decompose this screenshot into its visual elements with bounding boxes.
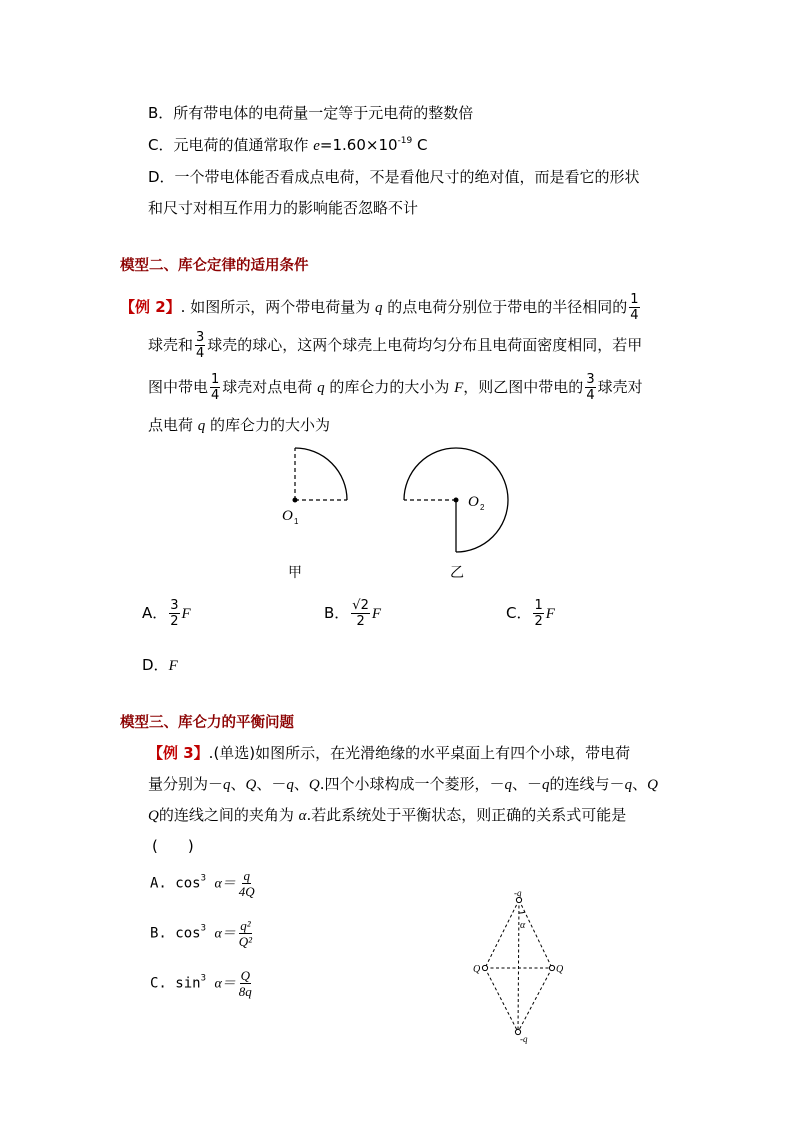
ball-top: [516, 897, 521, 902]
example3-line1: 【例 3】.(单选)如图所示，在光滑绝缘的水平桌面上有四个小球，带电荷: [148, 744, 631, 762]
example2-line4: 点电荷 q 的库仑力的大小为: [148, 416, 331, 434]
label-o2-sub: 2: [480, 503, 485, 512]
label-bottom-charge: -q: [520, 1034, 528, 1044]
ball-left: [482, 965, 487, 970]
ball-right: [549, 965, 554, 970]
q1-option-c: C．元电荷的值通常取作 $e=1.60\times 10^{-19}$ C: [148, 136, 428, 154]
shells-figure: [270, 440, 530, 590]
rhombus-lines: [485, 900, 552, 1032]
label-o2: O: [468, 494, 479, 510]
label-top-charge: -q: [514, 888, 522, 898]
example2-line3: 图中带电 $\frac{1}{4}$ 球壳对点电荷 q 的库仑力的大小为 F，则乙图中带电的 $\frac{3}{4}$ 球壳对: [148, 372, 643, 403]
three-quarter-shell: [404, 448, 508, 552]
example2-option-c: C． $\frac{1}{2}$ F: [506, 598, 555, 629]
example3-option-a: A. $\cos^3 \alpha=$ $\frac{q}{4Q}$: [150, 868, 255, 899]
label-o1-sub: 1: [294, 517, 299, 526]
model3-heading: 模型三、库仑力的平衡问题: [120, 715, 294, 731]
label-alpha: α: [520, 920, 526, 931]
example2-line1: 【例 2】. 如图所示，两个带电荷量为 q 的点电荷分别位于带电的半径相同的 $\frac{1}{4}$: [120, 292, 639, 323]
example3-option-c: C. $\sin^3 \alpha=$ $\frac{Q}{8q}$: [150, 968, 252, 999]
example3-option-b: B. $\cos^3 \alpha=$ $\frac{\text{q²}}{\text{Q²}}$: [150, 918, 253, 949]
example3-line3: Q的连线之间的夹角为 α.若此系统处于平衡状态，则正确的关系式可能是: [148, 806, 627, 824]
quarter-shell: [293, 448, 348, 503]
example3-line2: 量分别为－q、Q、－q、Q.四个小球构成一个菱形，－q、－q的连线与－q、Q: [148, 775, 658, 793]
q1-option-d-line2: 和尺寸对相互作用力的影响能否忽略不计: [148, 199, 419, 217]
example2-line2: 球壳和 $\frac{3}{4}$ 球壳的球心，这两个球壳上电荷均匀分布且电荷面密度相同，若甲: [148, 330, 643, 361]
example2-option-d: D．F: [142, 656, 178, 674]
q1-option-d-line1: D．一个带电体能否看成点电荷，不是看他尺寸的绝对值，而是看它的形状: [148, 168, 640, 186]
q1-option-b: B．所有带电体的电荷量一定等于元电荷的整数倍: [148, 104, 474, 122]
rhombus-figure: [470, 880, 580, 1050]
caption-jia: 甲: [288, 565, 302, 581]
example3-paren: ( ): [152, 837, 194, 855]
caption-yi: 乙: [450, 565, 464, 581]
model2-heading: 模型二、库仑定律的适用条件: [120, 258, 309, 274]
example2-option-a: A． $\frac{3}{2}$ F: [142, 598, 191, 629]
example2-option-b: B． $\frac{√2}{2}$ F: [324, 598, 382, 629]
label-right-charge: Q: [556, 964, 564, 975]
label-left-charge: Q: [473, 964, 481, 975]
label-o1: O: [282, 508, 293, 524]
